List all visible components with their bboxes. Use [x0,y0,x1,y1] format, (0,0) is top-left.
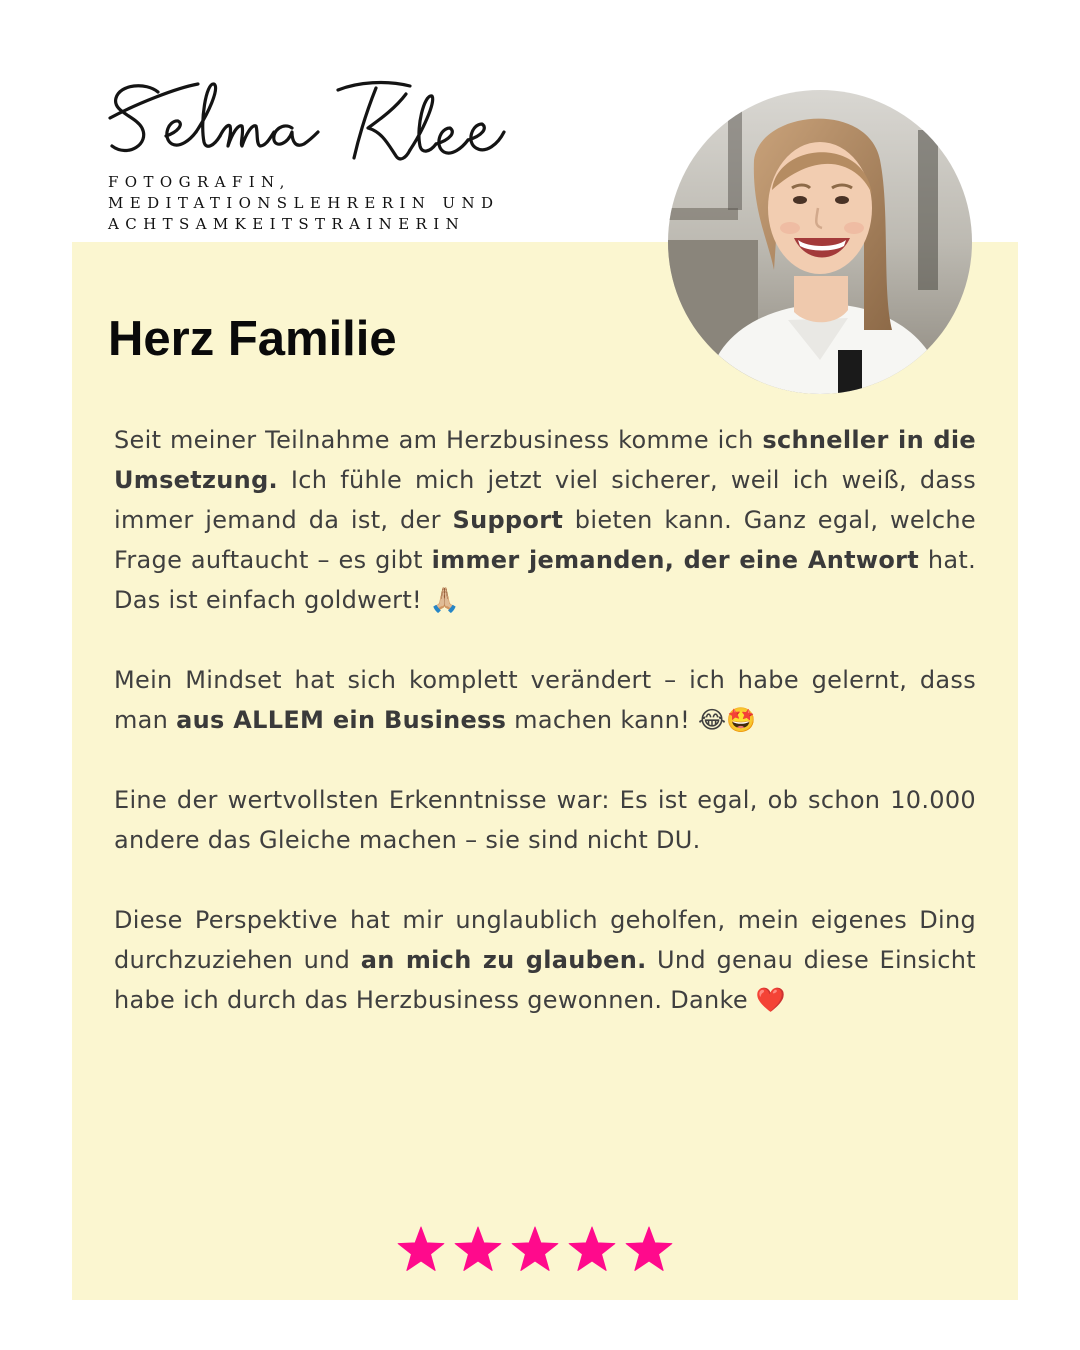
highlighted-text: aus ALLEM ein Business [176,706,507,734]
highlighted-text: Support [452,506,564,534]
star-rating [396,1225,684,1277]
star-icon [453,1225,503,1275]
text-run: Diese Perspektive hat mir unglaublich geholfen, mein eigenes Ding durchzuziehen und [114,906,976,974]
testimonial-paragraph [114,420,976,620]
star-icon [510,1225,560,1275]
star-icon [624,1225,674,1275]
text-run: Mein Mindset hat sich komplett verändert – ich habe gelernt, dass man [114,666,976,734]
profile-photo [668,90,972,394]
text-run: Eine der wertvollsten Erkenntnisse war: Es ist egal, ob schon 10.000 andere das Gleiche machen – sie sind nicht DU. [114,786,976,854]
text-run: hat. Das ist einfach goldwert! 🙏🏼 [114,546,977,614]
star-icon [567,1225,617,1275]
testimonial-paragraph [114,780,976,860]
signature-logo [106,58,506,170]
testimonial-text [114,420,976,1060]
highlighted-text: immer jemanden, der eine Antwort [431,546,920,574]
testimonial-paragraph [114,900,976,1020]
text-run: Ich fühle mich jetzt viel sicherer, weil ich weiß, dass immer jemand da ist, der [114,466,976,534]
testimonial-heading: Herz Familie [108,312,397,366]
highlighted-text: schneller in die Umsetzung. [114,426,976,494]
text-run: Und genau diese Einsicht habe ich durch das Herzbusiness gewonnen. Danke ❤️ [114,946,976,1014]
subtitle: FOTOGRAFIN, MEDITATIONSLEHRERIN UND ACHTSAMKEITSTRAINERIN [108,173,500,233]
text-run: Seit meiner Teilnahme am Herzbusiness komme ich [114,426,763,454]
text-run: machen kann! 😂🤩 [506,706,757,734]
text-run: bieten kann. Ganz egal, welche Frage auftaucht – es gibt [114,506,976,574]
highlighted-text: an mich zu glauben. [360,946,647,974]
testimonial-paragraph [114,660,976,740]
star-icon [396,1225,446,1275]
